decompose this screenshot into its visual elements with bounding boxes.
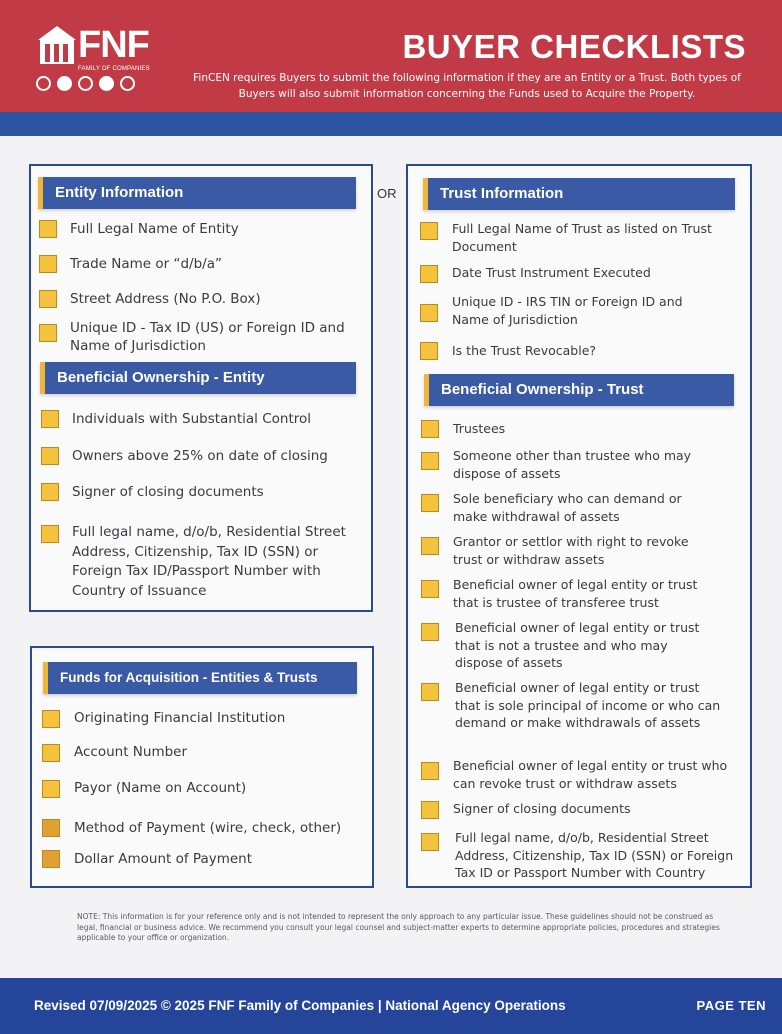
fnf-logo bbox=[34, 20, 154, 98]
bo-entity-checkbox[interactable] bbox=[41, 483, 59, 501]
bo-trust-item: Grantor or settlor with right to revoke trust or withdraw assets bbox=[453, 534, 689, 567]
funds-checkbox[interactable] bbox=[42, 819, 60, 837]
page-title: BUYER CHECKLISTS bbox=[402, 28, 746, 65]
brand-icons bbox=[36, 76, 135, 91]
revision-notice: Revised 07/09/2025 © 2025 FNF Family of Companies | National Agency Operations bbox=[34, 998, 566, 1013]
trust-checkbox[interactable] bbox=[420, 222, 438, 240]
bo-trust-item: Sole beneficiary who can demand or make withdrawal of assets bbox=[453, 491, 682, 524]
bo-trust-item: Beneficial owner of legal entity or trust that is not a trustee and who may dispose of assets bbox=[455, 620, 700, 670]
funds-header: Funds for Acquisition - Entities & Trusts bbox=[43, 662, 357, 694]
bo-entity-item: Owners above 25% on date of closing bbox=[72, 448, 328, 464]
brand-badge-icon bbox=[99, 76, 114, 91]
funds-checkbox[interactable] bbox=[42, 710, 60, 728]
entity-item: Unique ID - Tax ID (US) or Foreign ID and Name of Jurisdiction bbox=[70, 320, 345, 354]
funds-item: Account Number bbox=[74, 744, 188, 760]
trust-item: Unique ID - IRS TIN or Foreign ID and Name of Jurisdiction bbox=[452, 294, 683, 327]
trust-checkbox[interactable] bbox=[420, 342, 438, 360]
footer-bar bbox=[0, 978, 782, 1034]
trust-item: Is the Trust Revocable? bbox=[452, 343, 597, 358]
trust-item: Full Legal Name of Trust as listed on Trust Document bbox=[452, 221, 712, 254]
entity-info-header: Entity Information bbox=[38, 177, 356, 209]
brand-badge-icon bbox=[120, 76, 135, 91]
building-icon bbox=[38, 24, 76, 66]
disclaimer-note: NOTE: This information is for your reference only and is not intended to represent the only approach to any particular issue. These guidelines should not be construed as legal, financial or business advice. We recommend you consult your legal counsel and subject-matter experts to determine appropriate policies, procedures and strategies applicable to your office or organization. bbox=[77, 912, 720, 942]
bo-trust-checkbox[interactable] bbox=[421, 833, 439, 851]
bo-trust-item: Signer of closing documents bbox=[453, 801, 631, 816]
bo-entity-header: Beneficial Ownership - Entity bbox=[40, 362, 356, 394]
brand-badge-icon bbox=[78, 76, 93, 91]
header-banner bbox=[0, 0, 782, 112]
entity-checkbox[interactable] bbox=[39, 290, 57, 308]
funds-item: Method of Payment (wire, check, other) bbox=[74, 820, 342, 836]
bo-entity-checkbox[interactable] bbox=[41, 447, 59, 465]
funds-item: Payor (Name on Account) bbox=[74, 780, 247, 796]
bo-trust-item: Beneficial owner of legal entity or trust that is trustee of transferee trust bbox=[453, 577, 698, 610]
logo-subtitle: FAMILY OF COMPANIES bbox=[78, 66, 150, 72]
bo-trust-checkbox[interactable] bbox=[421, 683, 439, 701]
bo-entity-item: Full legal name, d/o/b, Residential Street Address, Citizenship, Tax ID (SSN) or Foreign Tax ID/Passport Number with Country of Issuance bbox=[72, 524, 346, 599]
logo-wordmark: FNF bbox=[78, 24, 149, 66]
bo-entity-item: Individuals with Substantial Control bbox=[72, 411, 312, 427]
bo-entity-item: Signer of closing documents bbox=[72, 484, 264, 500]
bo-trust-checkbox[interactable] bbox=[421, 537, 439, 555]
entity-item: Trade Name or “d/b/a” bbox=[70, 256, 222, 272]
trust-item: Date Trust Instrument Executed bbox=[452, 265, 651, 280]
entity-checkbox[interactable] bbox=[39, 220, 57, 238]
intro-text: FinCEN requires Buyers to submit the following information if they are an Entity or a Trust. Both types of Buyers will also submit information concerning the Funds used to Acquire the Property. bbox=[193, 72, 741, 100]
bo-trust-checkbox[interactable] bbox=[421, 494, 439, 512]
bo-trust-item: Trustees bbox=[453, 421, 506, 436]
funds-item: Dollar Amount of Payment bbox=[74, 851, 253, 867]
entity-item: Full Legal Name of Entity bbox=[70, 221, 239, 237]
brand-badge-icon bbox=[36, 76, 51, 91]
bo-trust-checkbox[interactable] bbox=[421, 452, 439, 470]
trust-info-header: Trust Information bbox=[423, 178, 735, 210]
bo-entity-checkbox[interactable] bbox=[41, 525, 59, 543]
entity-item: Street Address (No P.O. Box) bbox=[70, 291, 261, 307]
page-number: PAGE TEN bbox=[696, 998, 766, 1013]
brand-badge-icon bbox=[57, 76, 72, 91]
or-separator: OR bbox=[377, 186, 397, 201]
bo-entity-checkbox[interactable] bbox=[41, 410, 59, 428]
bo-trust-checkbox[interactable] bbox=[421, 762, 439, 780]
bo-trust-checkbox[interactable] bbox=[421, 623, 439, 641]
bo-trust-item: Beneficial owner of legal entity or trust who can revoke trust or withdraw assets bbox=[453, 758, 728, 791]
entity-checkbox[interactable] bbox=[39, 255, 57, 273]
bo-trust-checkbox[interactable] bbox=[421, 801, 439, 819]
bo-trust-checkbox[interactable] bbox=[421, 580, 439, 598]
bo-trust-checkbox[interactable] bbox=[421, 420, 439, 438]
bo-trust-item: Full legal name, d/o/b, Residential Street Address, Citizenship, Tax ID (SSN) or Foreign Tax ID or Passport Number with Country bbox=[455, 830, 734, 880]
entity-checkbox[interactable] bbox=[39, 324, 57, 342]
funds-checkbox[interactable] bbox=[42, 780, 60, 798]
funds-checkbox[interactable] bbox=[42, 850, 60, 868]
funds-checkbox[interactable] bbox=[42, 744, 60, 762]
trust-checkbox[interactable] bbox=[420, 265, 438, 283]
bo-trust-item: Someone other than trustee who may dispose of assets bbox=[453, 448, 692, 481]
trust-checkbox[interactable] bbox=[420, 304, 438, 322]
bo-trust-header: Beneficial Ownership - Trust bbox=[424, 374, 734, 406]
funds-item: Originating Financial Institution bbox=[74, 710, 286, 726]
header-divider-band bbox=[0, 112, 782, 136]
bo-trust-item: Beneficial owner of legal entity or trust that is sole principal of income or who can demand or make withdrawals of assets bbox=[455, 680, 721, 730]
